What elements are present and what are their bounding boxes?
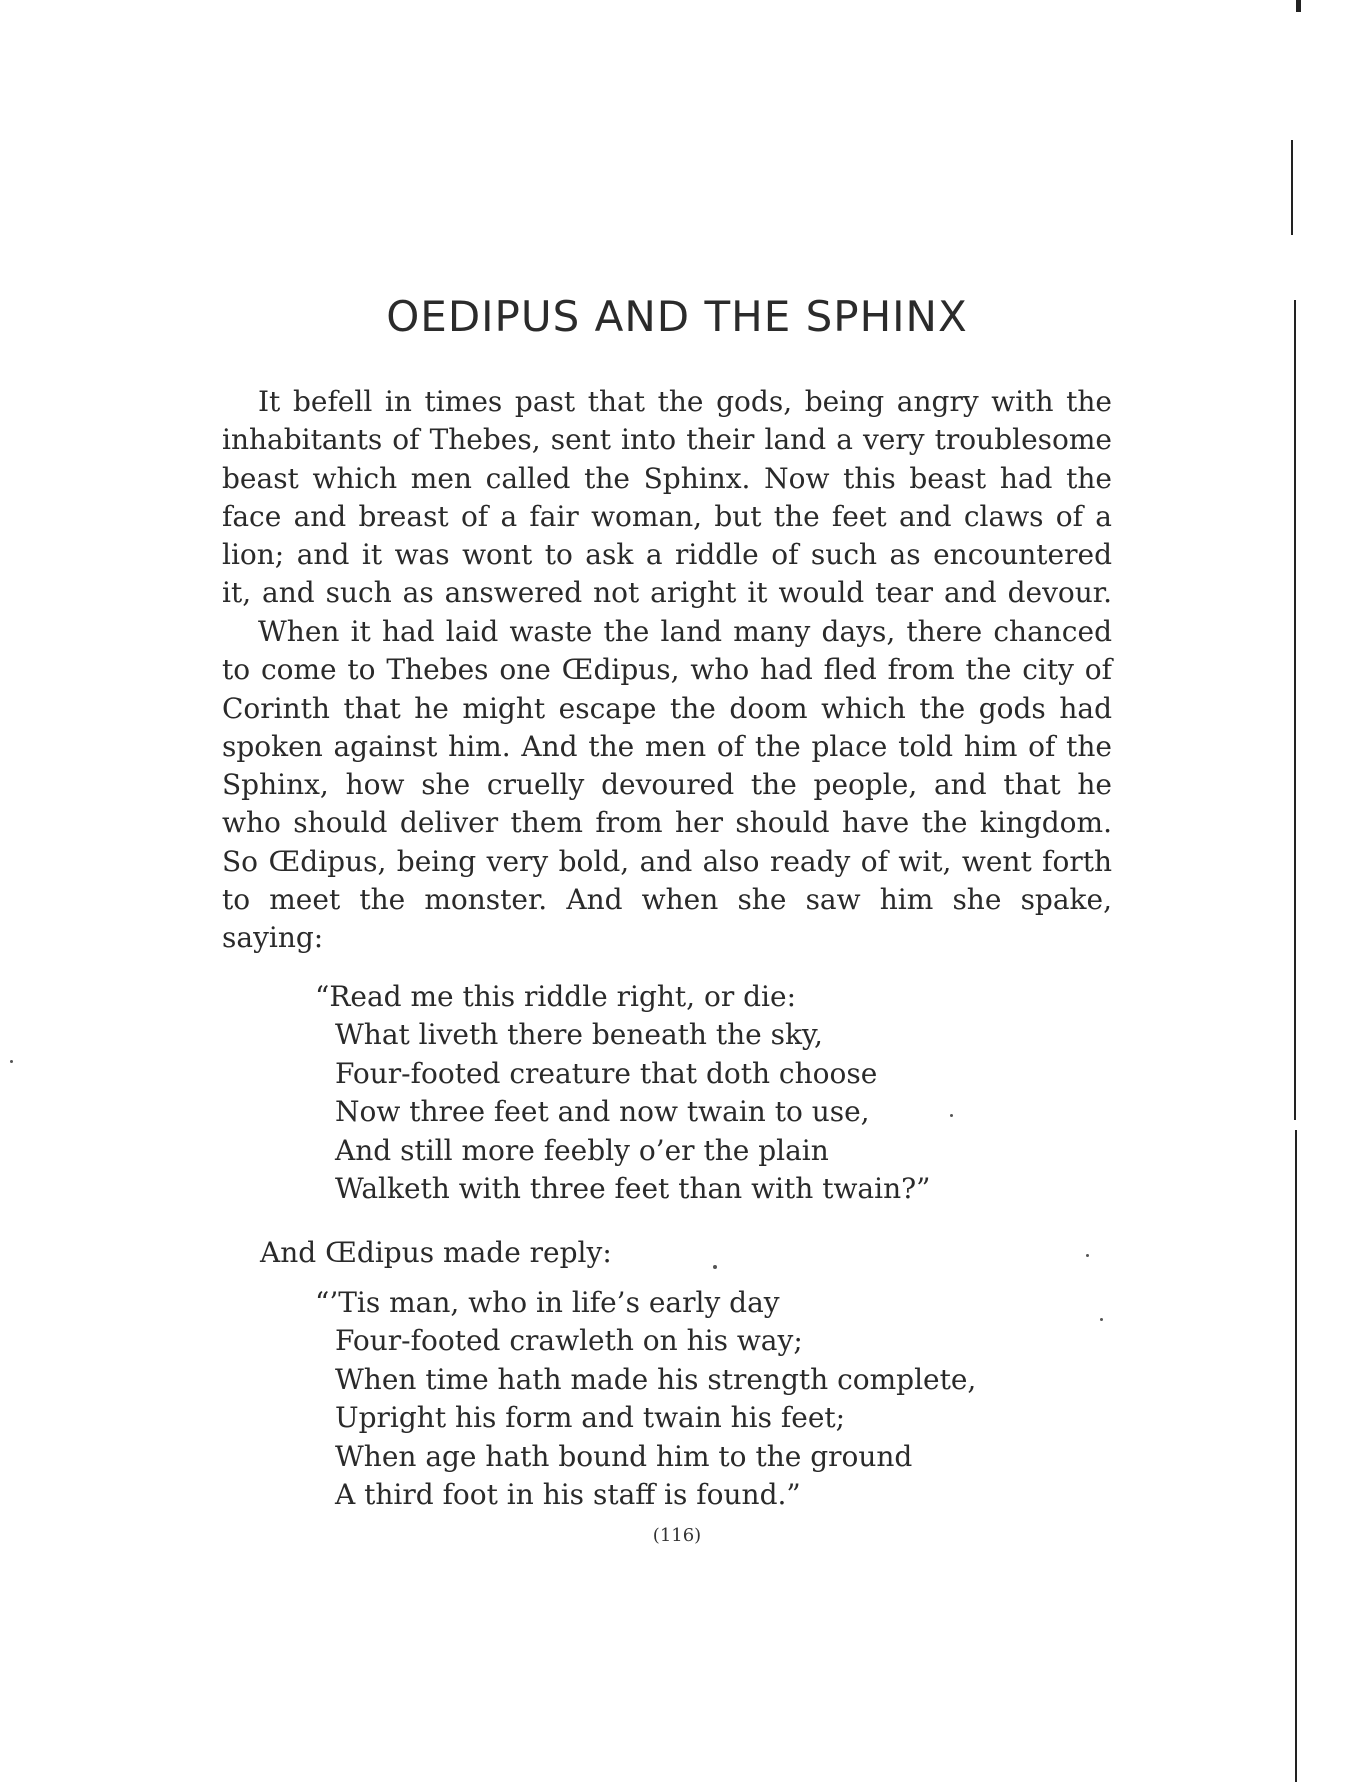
paragraph-1	[222, 383, 1112, 613]
text-line: to meet the monster. And when she saw him she spake,	[222, 883, 1112, 917]
scan-speck	[950, 1114, 953, 1117]
scan-speck	[10, 1060, 13, 1063]
scan-edge-line	[1294, 300, 1296, 1120]
verse-line: Upright his form and twain his feet;	[335, 1401, 846, 1435]
text-line: it, and such as answered not aright it would tear and devour.	[222, 576, 1112, 610]
scan-edge-mark	[1296, 0, 1301, 12]
riddle-verse	[315, 978, 931, 1208]
verse-line: Four-footed creature that doth choose	[335, 1056, 878, 1090]
verse-line: What liveth there beneath the sky,	[335, 1018, 823, 1052]
text-line: lion; and it was wont to ask a riddle of such as encountered	[222, 538, 1112, 572]
verse-line: A third foot in his staff is found.”	[335, 1478, 801, 1512]
scan-speck	[1100, 1318, 1103, 1321]
answer-verse	[315, 1284, 977, 1514]
page-number: (116)	[652, 1525, 702, 1546]
verse-line: Now three feet and now twain to use,	[335, 1095, 870, 1129]
verse-line: When time hath made his strength complete,	[335, 1362, 977, 1396]
scan-edge-line	[1295, 1130, 1297, 1782]
text-line: Sphinx, how she cruelly devoured the people, and that he	[222, 768, 1112, 802]
verse-line: “Read me this riddle right, or die:	[315, 980, 797, 1013]
text-line: spoken against him. And the men of the place told him of the	[222, 729, 1112, 763]
verse-line: Four-footed crawleth on his way;	[335, 1324, 803, 1358]
verse-line: Walketh with three feet than with twain?”	[335, 1172, 931, 1206]
text-line: saying:	[222, 921, 324, 955]
text-line: It befell in times past that the gods, being angry with the	[258, 385, 1112, 418]
text-line: When it had laid waste the land many days, there chanced	[258, 615, 1112, 648]
text-line: beast which men called the Sphinx. Now this beast had the	[222, 461, 1112, 495]
text-line: who should deliver them from her should have the kingdom.	[222, 806, 1112, 840]
text-line: So Œdipus, being very bold, and also ready of wit, went forth	[222, 844, 1112, 878]
text-line: face and breast of a fair woman, but the feet and claws of a	[222, 499, 1112, 533]
text-line: to come to Thebes one Œdipus, who had fled from the city of	[222, 653, 1112, 687]
text-line: Corinth that he might escape the doom which the gods had	[222, 691, 1112, 725]
scan-edge-line	[1291, 140, 1293, 235]
verse-line: When age hath bound him to the ground	[335, 1439, 913, 1473]
verse-line: And still more feebly o’er the plain	[335, 1133, 829, 1167]
scan-speck	[1086, 1254, 1089, 1257]
reply-intro: And Œdipus made reply:	[260, 1236, 612, 1269]
paragraph-2	[222, 613, 1112, 958]
page-title: OEDIPUS AND THE SPHINX	[386, 292, 968, 341]
verse-line: “’Tis man, who in life’s early day	[315, 1286, 780, 1319]
scan-speck	[713, 1265, 717, 1269]
text-line: inhabitants of Thebes, sent into their land a very troublesome	[222, 423, 1112, 457]
